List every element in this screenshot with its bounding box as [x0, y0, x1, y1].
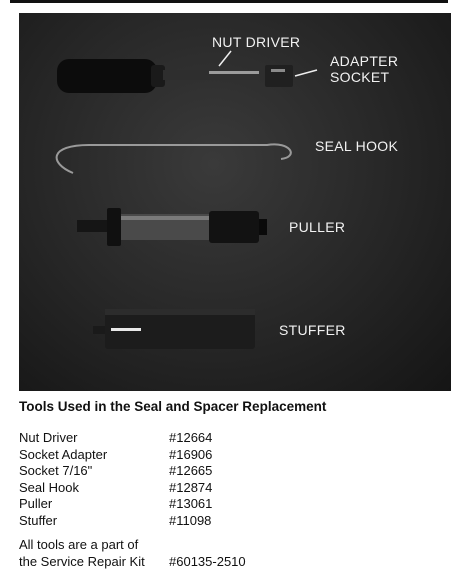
- adapter-label: ADAPTER: [330, 53, 399, 69]
- kit-note-line-2: [19, 553, 246, 571]
- part-name: Puller: [19, 496, 53, 511]
- seal-hook-label: SEAL HOOK: [315, 138, 399, 154]
- part-name: Socket 7/16": [19, 463, 93, 478]
- part-name: Nut Driver: [19, 430, 78, 445]
- part-number: #12874: [169, 479, 213, 495]
- part-number: #16906: [169, 446, 213, 462]
- kit-name: the Service Repair Kit: [19, 553, 145, 569]
- socket-label: SOCKET: [330, 69, 390, 85]
- stuffer-label: STUFFER: [279, 322, 346, 338]
- kit-number: #60135-2510: [169, 553, 246, 569]
- part-name: Socket Adapter: [19, 446, 108, 462]
- part-name: Seal Hook: [19, 479, 79, 495]
- nut-driver-label: NUT DRIVER: [212, 34, 301, 50]
- part-number: #12665: [169, 463, 213, 478]
- puller-label: PULLER: [289, 219, 346, 235]
- seal-hook-tool: [57, 144, 291, 173]
- stuffer-tool: [93, 309, 255, 349]
- part-number: #13061: [169, 496, 213, 511]
- part-name: Stuffer: [19, 512, 58, 528]
- nut-driver-tool: [57, 51, 317, 93]
- figure-caption: Tools Used in the Seal and Spacer Replacement: [19, 399, 327, 414]
- top-rule: [10, 0, 448, 3]
- kit-note-line-1: All tools are a part of: [19, 537, 139, 552]
- part-number: #11098: [169, 512, 212, 528]
- part-number: #12664: [169, 430, 213, 445]
- puller-tool: [77, 208, 267, 246]
- tools-photo: [19, 13, 451, 391]
- kit-note: [19, 537, 246, 570]
